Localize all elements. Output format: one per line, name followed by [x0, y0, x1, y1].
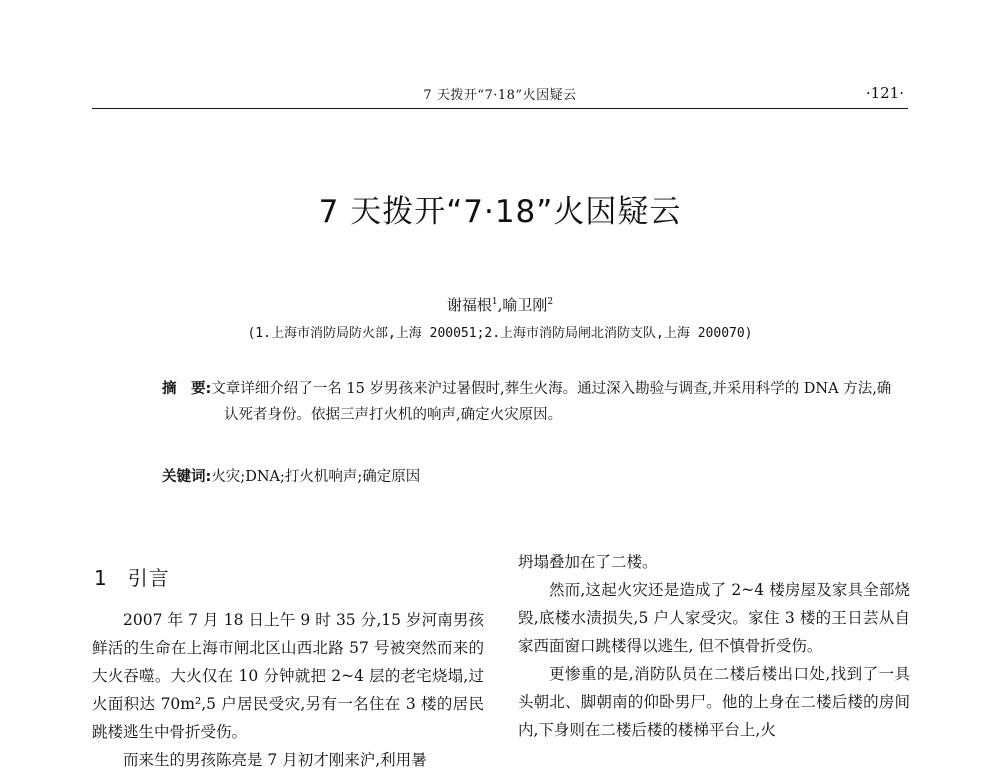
keywords-label: 关键词:: [162, 469, 212, 485]
paragraph: 而来生的男孩陈亮是 7 月初才刚来沪,利用暑: [123, 751, 427, 769]
left-column: [92, 548, 484, 774]
running-head-title: 7 天拨开“7·18”火因疑云: [423, 88, 577, 103]
abstract-label: 摘 要:: [162, 381, 212, 397]
paragraph: 更惨重的是,消防队员在二楼后楼出口处,找到了一具头朝北、脚朝南的仰卧男尸。他的上身在二楼后楼的房间内,下身则在二楼后楼的楼梯平台上,火: [518, 665, 910, 739]
author-name: 喻卫刚: [502, 296, 548, 314]
abstract-text: 文章详细介绍了一名 15 岁男孩来沪过暑假时,葬生火海。通过深入勘验与调查,并采用科学的 DNA 方法,确认死者身份。依据三声打火机的响声,确定火灾原因。: [211, 381, 892, 423]
right-column: [518, 548, 910, 744]
section-number: 1: [94, 566, 108, 590]
paragraph: 然而,这起火灾还是造成了 2~4 楼房屋及家具全部烧毁,底楼水渍损失,5 户人家受灾。家住 3 楼的王日芸从自家西面窗口跳楼得以逃生, 但不慎骨折受伤。: [518, 581, 910, 655]
paragraph: 2007 年 7 月 18 日上午 9 时 35 分,15 岁河南男孩鲜活的生命在上海市闸北区山西北路 57 号被突然而来的大火吞噬。大火仅在 10 分钟就把 2~4 层的老宅烧塌,过火面积达 70m²,5 户居民受灾,另有一名住在 3 楼的居民跳楼逃生中骨折受伤。: [92, 611, 484, 741]
author-affiliation-mark: 1: [491, 297, 498, 307]
keywords: [162, 466, 838, 488]
running-head: [92, 84, 908, 108]
header-rule: [92, 108, 908, 109]
article-title: 7 天拨开“7·18”火因疑云: [318, 194, 682, 230]
page-number: ·121·: [865, 84, 904, 102]
abstract: [162, 376, 900, 428]
author-name: 谢福根: [446, 296, 492, 314]
paragraph: 坍塌叠加在了二楼。: [518, 553, 658, 571]
keywords-text: 火灾;DNA;打火机响声;确定原因: [211, 469, 421, 485]
affiliation: (1.上海市消防局防火部,上海 200051;2.上海市消防局闸北消防支队,上海 200070): [247, 326, 753, 341]
author-line: [0, 294, 1000, 315]
section-title: 引言: [127, 566, 170, 590]
author-separator: ,: [497, 296, 503, 314]
section-heading: [94, 564, 484, 592]
author-affiliation-mark: 2: [547, 297, 554, 307]
